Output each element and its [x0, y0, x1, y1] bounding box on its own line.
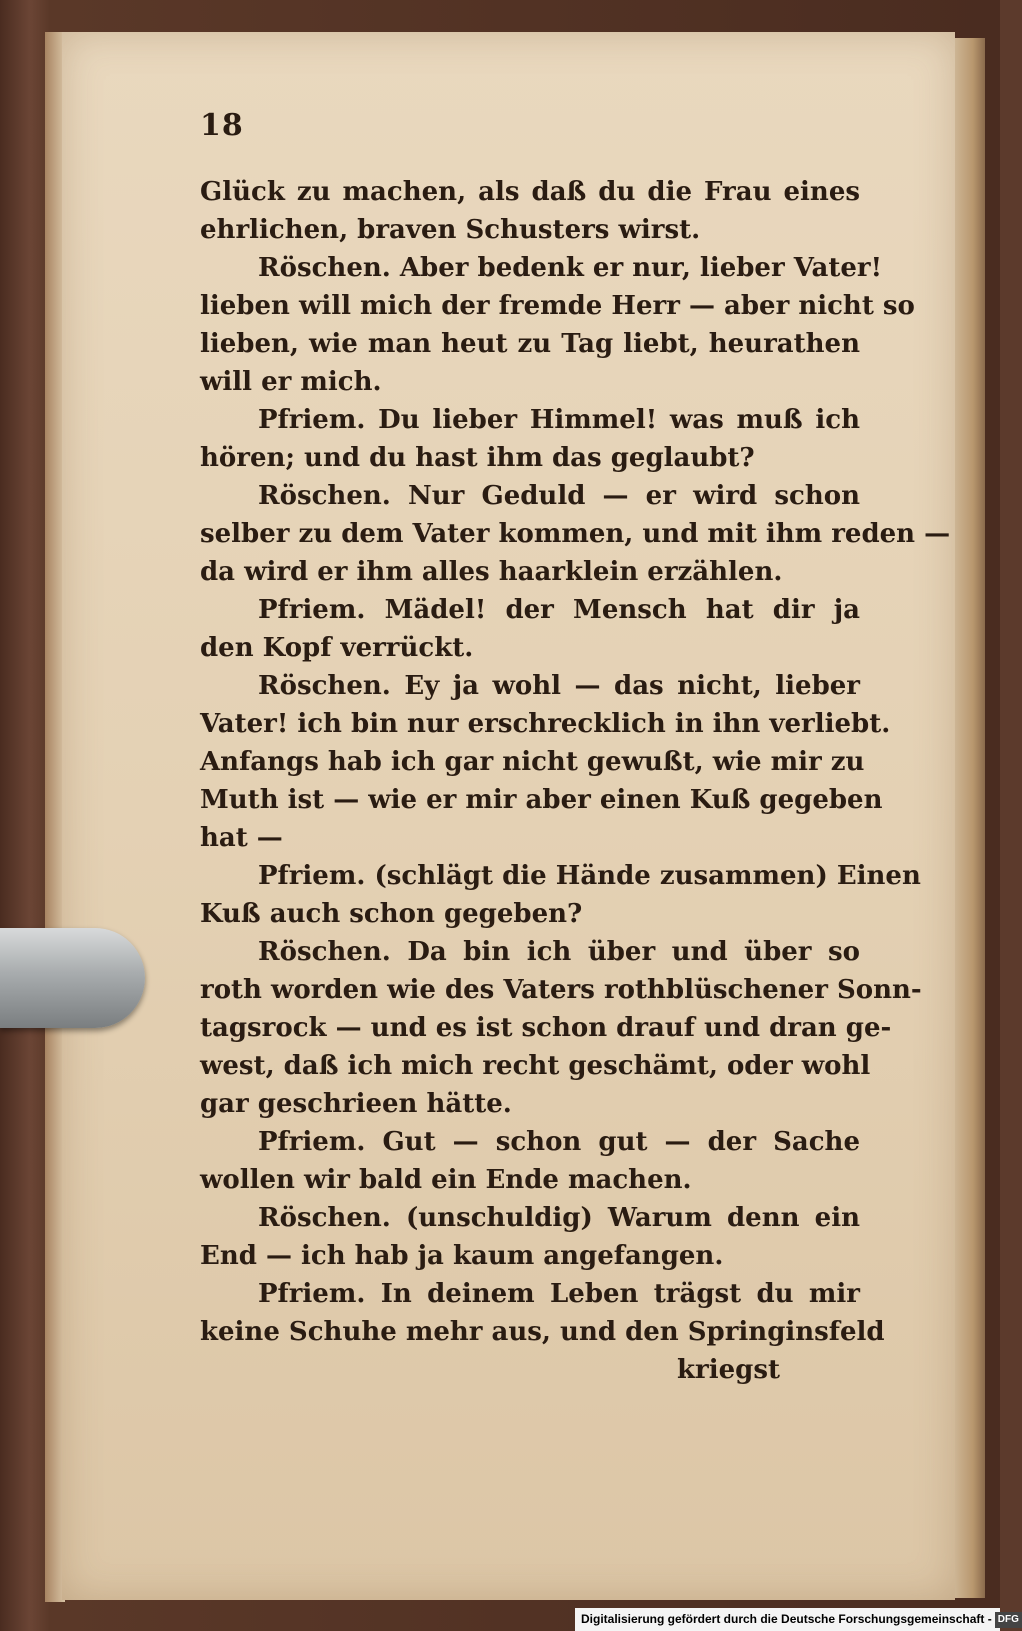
text-line: Pfriem. Du lieber Himmel! was muß ich	[258, 405, 860, 435]
text-line: da wird er ihm alles haarklein erzählen.	[200, 557, 783, 587]
text-line: tagsrock — und es ist schon drauf und dran ge-	[200, 1013, 892, 1043]
page-number: 18	[200, 108, 244, 143]
footer-credit	[575, 1608, 1019, 1631]
page-edge	[955, 38, 985, 1598]
text-block	[200, 173, 951, 1351]
text-line: Pfriem. (schlägt die Hände zusammen) Einen	[258, 861, 921, 891]
dfg-logo-icon: DFG	[995, 1612, 1022, 1628]
text-line: Röschen. Da bin ich über und über so	[258, 937, 860, 967]
text-line: Röschen. Aber bedenk er nur, lieber Vater!	[258, 253, 882, 283]
text-line: hören; und du hast ihm das geglaubt?	[200, 443, 755, 473]
text-line: lieben will mich der fremde Herr — aber nicht so	[200, 291, 915, 321]
text-line: gar geschrieen hätte.	[200, 1089, 512, 1119]
text-line: Glück zu machen, als daß du die Frau eines	[200, 177, 860, 207]
text-line: Anfangs hab ich gar nicht gewußt, wie mir zu	[200, 747, 865, 777]
text-line: ehrlichen, braven Schusters wirst.	[200, 215, 701, 245]
text-line: roth worden wie des Vaters rothblüschener Sonn-	[200, 975, 922, 1005]
text-line: Vater! ich bin nur erschrecklich in ihn verliebt.	[200, 709, 891, 739]
text-line: west, daß ich mich recht geschämt, oder wohl	[200, 1051, 871, 1081]
text-line: Pfriem. Gut — schon gut — der Sache	[258, 1127, 860, 1157]
text-line: Kuß auch schon gegeben?	[200, 899, 583, 929]
text-line: lieben, wie man heut zu Tag liebt, heurathen	[200, 329, 860, 359]
text-line: Muth ist — wie er mir aber einen Kuß gegeben	[200, 785, 883, 815]
text-line: keine Schuhe mehr aus, und den Springinsfeld	[200, 1317, 885, 1347]
text-line: hat —	[200, 823, 283, 853]
text-line: will er mich.	[200, 367, 382, 397]
text-line: Pfriem. In deinem Leben trägst du mir	[258, 1279, 860, 1309]
text-line: Röschen. (unschuldig) Warum denn ein	[258, 1203, 860, 1233]
text-line: Röschen. Nur Geduld — er wird schon	[258, 481, 860, 511]
text-line: Röschen. Ey ja wohl — das nicht, lieber	[258, 671, 860, 701]
thumb-clip	[0, 928, 145, 1028]
text-line: wollen wir bald ein Ende machen.	[200, 1165, 692, 1195]
footer-text: Digitalisierung gefördert durch die Deutsche Forschungsgemeinschaft -	[581, 1612, 992, 1626]
text-line: selber zu dem Vater kommen, und mit ihm reden —	[200, 519, 951, 549]
page-content	[200, 108, 951, 1389]
text-line: den Kopf verrückt.	[200, 633, 474, 663]
text-line: End — ich hab ja kaum angefangen.	[200, 1241, 724, 1271]
catchword: kriegst	[677, 1355, 780, 1385]
text-line: Pfriem. Mädel! der Mensch hat dir ja	[258, 595, 860, 625]
